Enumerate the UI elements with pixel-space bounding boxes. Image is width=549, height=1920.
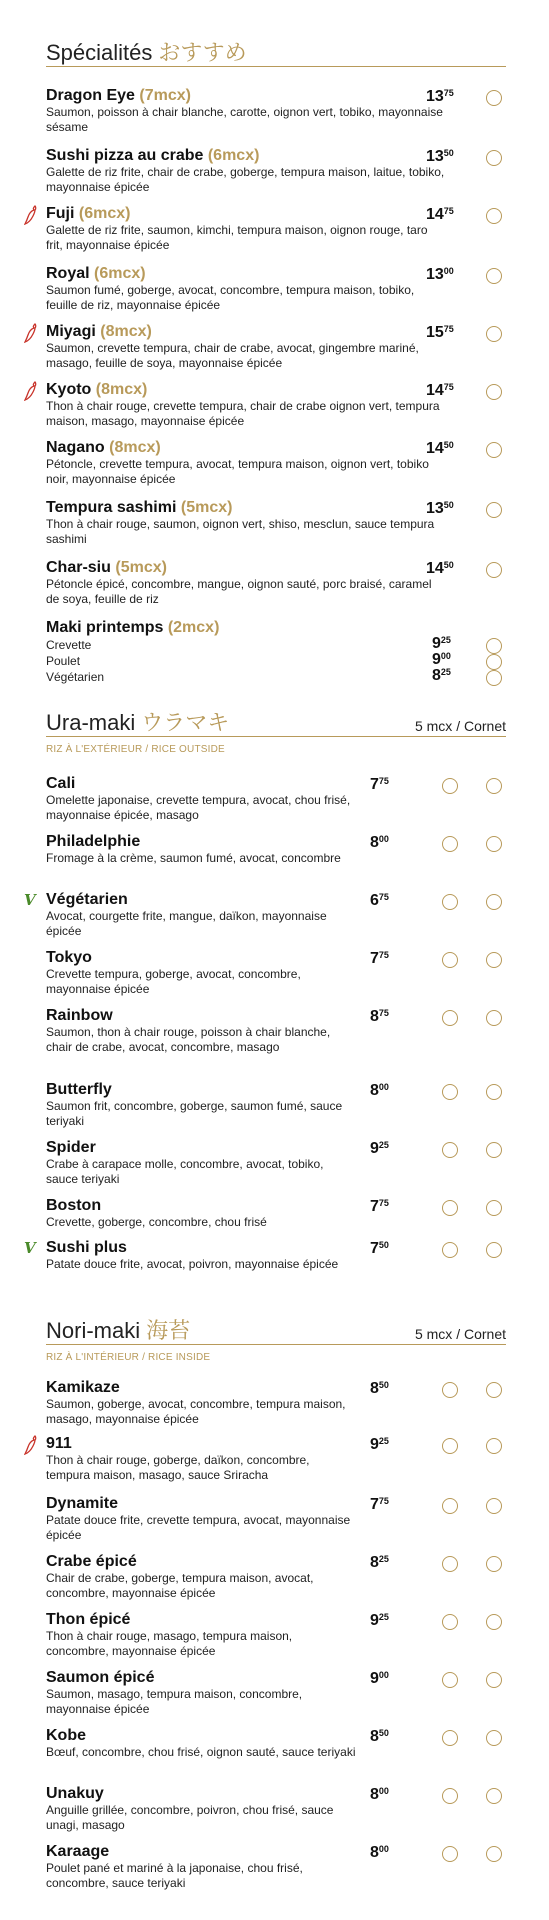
order-checkbox[interactable] [486, 1556, 502, 1572]
item-description: Anguille grillée, concombre, poivron, chou frisé, sauce unagi, masago [46, 1803, 334, 1832]
item-name: Butterfly [46, 1081, 112, 1098]
order-checkbox[interactable] [442, 836, 458, 852]
order-checkbox[interactable] [442, 1010, 458, 1026]
section-title: Nori-maki 海苔 [46, 1318, 191, 1343]
order-checkbox[interactable] [486, 442, 502, 458]
item-price: $8^{25}$ [370, 1554, 389, 1571]
item-name: Spider [46, 1139, 96, 1156]
item-description: Poulet pané et mariné à la japonaise, chou frisé, concombre, sauce teriyaki [46, 1861, 303, 1890]
item-price: $8^{75}$ [370, 1008, 389, 1025]
item-name: Philadelphie [46, 833, 141, 850]
order-checkbox[interactable] [486, 1672, 502, 1688]
order-checkbox[interactable] [486, 952, 502, 968]
order-checkbox[interactable] [442, 1242, 458, 1258]
option-label: Crevette [46, 638, 92, 652]
order-checkbox[interactable] [486, 1010, 502, 1026]
order-checkbox[interactable] [486, 384, 502, 400]
order-checkbox[interactable] [486, 836, 502, 852]
item-price: $7^{50}$ [370, 1240, 389, 1257]
order-checkbox[interactable] [442, 1846, 458, 1862]
item-name: Boston [46, 1197, 102, 1214]
item-price: $6^{75}$ [370, 892, 389, 909]
item-description: Patate douce frite, avocat, poivron, mayonnaise épicée [46, 1257, 339, 1271]
item-description: Crevette, goberge, concombre, chou frisé [46, 1215, 267, 1229]
item-name: 911 [46, 1435, 72, 1452]
order-checkbox[interactable] [442, 1438, 458, 1454]
item-name: Miyagi (8mcx) [46, 323, 152, 340]
item-price: $7^{75}$ [370, 1198, 389, 1215]
order-checkbox[interactable] [486, 1614, 502, 1630]
item-price: $13^{75}$ [426, 88, 454, 105]
item-description: Galette de riz frite, chair de crabe, goberge, tempura maison, laitue, tobiko, mayonnaise épicée [46, 165, 445, 194]
item-description: Thon à chair rouge, saumon, oignon vert, shiso, mesclun, sauce tempura sashimi [46, 517, 435, 546]
order-checkbox[interactable] [486, 208, 502, 224]
order-checkbox[interactable] [486, 90, 502, 106]
item-price: $8^{00}$ [370, 1786, 389, 1803]
order-checkbox[interactable] [442, 1672, 458, 1688]
item-description: Saumon frit, concombre, goberge, saumon fumé, sauce teriyaki [46, 1099, 343, 1128]
order-checkbox[interactable] [486, 1142, 502, 1158]
item-price: $13^{50}$ [426, 148, 454, 165]
vegetarian-icon: V [24, 891, 36, 909]
order-checkbox[interactable] [486, 326, 502, 342]
order-checkbox[interactable] [442, 1084, 458, 1100]
order-checkbox[interactable] [442, 1730, 458, 1746]
item-name: Végétarien [46, 891, 128, 908]
item-description: Thon à chair rouge, masago, tempura maison, concombre, mayonnaise épicée [46, 1629, 293, 1658]
order-checkbox[interactable] [486, 654, 502, 670]
item-price: $13^{50}$ [426, 500, 454, 517]
portion-info: 5 mcx / Cornet [414, 1326, 506, 1342]
chili-pepper-icon [24, 381, 38, 401]
item-name: Karaage [46, 1843, 110, 1860]
section-subtitle: RIZ À L'INTÉRIEUR / RICE INSIDE [46, 1352, 211, 1363]
item-price: $9^{25}$ [370, 1612, 389, 1629]
item-description: Saumon, goberge, avocat, concombre, tempura maison, masago, mayonnaise épicée [46, 1397, 346, 1426]
order-checkbox[interactable] [486, 778, 502, 794]
item-description: Bœuf, concombre, chou frisé, oignon sauté, sauce teriyaki [46, 1745, 356, 1759]
order-checkbox[interactable] [486, 502, 502, 518]
item-name: Nagano (8mcx) [46, 439, 161, 456]
item-name: Crabe épicé [46, 1553, 137, 1570]
item-description: Crevette tempura, goberge, avocat, concombre, mayonnaise épicée [46, 967, 301, 996]
vegetarian-icon: V [24, 1239, 36, 1257]
item-name: Saumon épicé [46, 1669, 155, 1686]
item-name: Char-siu (5mcx) [46, 559, 167, 576]
item-name: Kobe [46, 1727, 86, 1744]
item-price: $9^{00}$ [370, 1670, 389, 1687]
order-checkbox[interactable] [486, 1382, 502, 1398]
chili-pepper-icon [24, 1435, 38, 1455]
item-price: $13^{00}$ [426, 266, 454, 283]
order-checkbox[interactable] [486, 1846, 502, 1862]
option-label: Poulet [46, 654, 81, 668]
item-description: Saumon, poisson à chair blanche, carotte, oignon vert, tobiko, mayonnaise sésame [46, 105, 443, 134]
order-checkbox[interactable] [486, 1200, 502, 1216]
item-price: $7^{75}$ [370, 776, 389, 793]
section-title: Ura-maki ウラマキ [46, 710, 230, 735]
menu-item-maki-printemps: Maki printemps (2mcx) [46, 619, 220, 636]
order-checkbox[interactable] [486, 1788, 502, 1804]
item-price: $14^{75}$ [426, 382, 454, 399]
item-name: Rainbow [46, 1007, 113, 1024]
order-checkbox[interactable] [442, 1382, 458, 1398]
item-description: Saumon fumé, goberge, avocat, concombre, tempura maison, tobiko, feuille de riz, mayonnaise épicée [46, 283, 415, 312]
option-price: $8^{25}$ [432, 667, 451, 684]
item-description: Thon à chair rouge, goberge, daïkon, concombre, tempura maison, masago, sauce Sriracha [46, 1453, 310, 1482]
item-name: Dynamite [46, 1495, 119, 1512]
chili-pepper-icon [24, 205, 38, 225]
item-description: Galette de riz frite, saumon, kimchi, tempura maison, oignon rouge, taro frit, mayonnaise épicée [46, 223, 428, 252]
item-price: $8^{00}$ [370, 1082, 389, 1099]
order-checkbox[interactable] [486, 268, 502, 284]
item-price: $14^{50}$ [426, 560, 454, 577]
item-name: Royal (6mcx) [46, 265, 146, 282]
item-description: Avocat, courgette frite, mangue, daïkon, mayonnaise épicée [46, 909, 327, 938]
order-checkbox[interactable] [486, 1730, 502, 1746]
item-price: $8^{50}$ [370, 1380, 389, 1397]
item-price: $15^{75}$ [426, 324, 454, 341]
option-price: $9^{25}$ [432, 635, 451, 652]
item-price: $14^{50}$ [426, 440, 454, 457]
order-checkbox[interactable] [442, 952, 458, 968]
item-name: Fuji (6mcx) [46, 205, 131, 222]
item-price: $7^{75}$ [370, 1496, 389, 1513]
item-description: Patate douce frite, crevette tempura, avocat, mayonnaise épicée [46, 1513, 351, 1542]
item-description: Saumon, thon à chair rouge, poisson à chair blanche, chair de crabe, avocat, concombre, masago [46, 1025, 331, 1054]
section-subtitle: RIZ À L'EXTÉRIEUR / RICE OUTSIDE [46, 744, 225, 755]
item-description: Crabe à carapace molle, concombre, avocat, tobiko, sauce teriyaki [46, 1157, 324, 1186]
item-name: Kyoto (8mcx) [46, 381, 148, 398]
order-checkbox[interactable] [486, 1242, 502, 1258]
item-name: Cali [46, 775, 76, 792]
chili-pepper-icon [24, 323, 38, 343]
item-name: Kamikaze [46, 1379, 120, 1396]
order-checkbox[interactable] [442, 1614, 458, 1630]
item-description: Fromage à la crème, saumon fumé, avocat, concombre [46, 851, 341, 865]
order-checkbox[interactable] [486, 1438, 502, 1454]
item-price: $14^{75}$ [426, 206, 454, 223]
specialites-header [46, 36, 506, 67]
order-checkbox[interactable] [486, 894, 502, 910]
uramaki-header [46, 706, 506, 737]
item-description: Chair de crabe, goberge, tempura maison, avocat, concombre, mayonnaise épicée [46, 1571, 314, 1600]
item-name: Thon épicé [46, 1611, 131, 1628]
item-description: Pétoncle, crevette tempura, avocat, tempura maison, oignon vert, tobiko noir, mayonnaise épicée [46, 457, 429, 486]
order-checkbox[interactable] [486, 670, 502, 686]
item-description: Pétoncle épicé, concombre, mangue, oignon sauté, porc braisé, caramel de soya, feuille de riz [46, 577, 432, 606]
section-title: Spécialités おすすめ [46, 40, 247, 65]
order-checkbox[interactable] [486, 638, 502, 654]
order-checkbox[interactable] [486, 150, 502, 166]
item-description: Thon à chair rouge, crevette tempura, chair de crabe oignon vert, tempura maison, masago, mayonnaise épicée [46, 399, 440, 428]
item-name: Sushi plus [46, 1239, 127, 1256]
item-name: Unakuy [46, 1785, 104, 1802]
order-checkbox[interactable] [442, 1556, 458, 1572]
option-label: Végétarien [46, 670, 105, 684]
portion-info: 5 mcx / Cornet [414, 718, 506, 734]
order-checkbox[interactable] [486, 562, 502, 578]
order-checkbox[interactable] [486, 1084, 502, 1100]
item-description: Omelette japonaise, crevette tempura, avocat, chou frisé, mayonnaise épicée, masago [46, 793, 351, 822]
order-checkbox[interactable] [442, 894, 458, 910]
item-description: Saumon, masago, tempura maison, concombre, mayonnaise épicée [46, 1687, 303, 1716]
order-checkbox[interactable] [442, 1498, 458, 1514]
item-name: Tempura sashimi (5mcx) [46, 499, 233, 516]
item-name: Sushi pizza au crabe (6mcx) [46, 147, 260, 164]
order-checkbox[interactable] [486, 1498, 502, 1514]
option-price: $9^{00}$ [432, 651, 451, 668]
item-price: $8^{00}$ [370, 834, 389, 851]
item-price: $7^{75}$ [370, 950, 389, 967]
order-checkbox[interactable] [442, 1788, 458, 1804]
order-checkbox[interactable] [442, 778, 458, 794]
item-price: $9^{25}$ [370, 1140, 389, 1157]
norimaki-header [46, 1314, 506, 1345]
item-price: $9^{25}$ [370, 1436, 389, 1453]
item-name: Dragon Eye (7mcx) [46, 87, 191, 104]
item-description: Saumon, crevette tempura, chair de crabe, avocat, gingembre mariné, masago, feuille de soya, mayonnaise épicée [46, 341, 419, 370]
item-name: Tokyo [46, 949, 92, 966]
item-price: $8^{50}$ [370, 1728, 389, 1745]
order-checkbox[interactable] [442, 1200, 458, 1216]
order-checkbox[interactable] [442, 1142, 458, 1158]
item-price: $8^{00}$ [370, 1844, 389, 1861]
